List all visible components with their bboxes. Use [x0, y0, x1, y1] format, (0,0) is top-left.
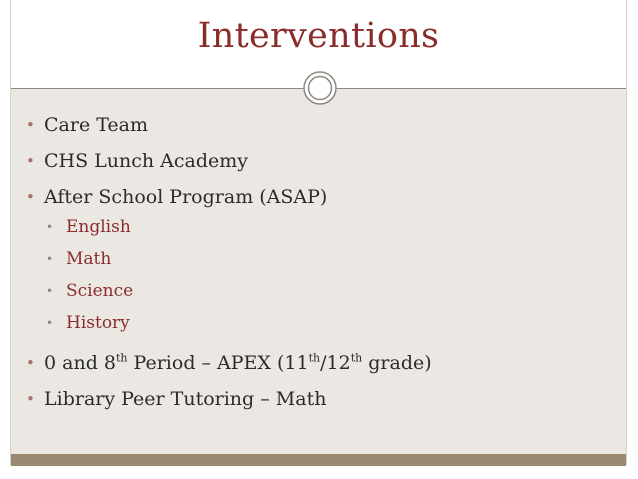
bullet-icon: • — [26, 188, 35, 206]
apex-superscript: th — [350, 351, 363, 365]
sub-item-label: History — [66, 313, 130, 333]
apex-text-part: /12 — [320, 352, 351, 374]
list-item-label: After School Program (ASAP) — [44, 186, 328, 208]
apex-text-part: grade) — [362, 352, 432, 374]
list-item-library — [24, 386, 614, 412]
apex-superscript: th — [308, 351, 321, 365]
bullet-icon: • — [26, 152, 35, 170]
sub-bullet-icon: • — [46, 284, 54, 298]
sub-item-label: English — [66, 217, 131, 237]
list-item-lunch-academy — [24, 148, 614, 174]
sub-bullet-icon: • — [46, 252, 54, 266]
sub-item-science — [24, 280, 614, 302]
circle-ornament-icon — [303, 71, 337, 105]
sub-item-label: Science — [66, 281, 134, 301]
sub-bullet-icon: • — [46, 220, 54, 234]
list-item-label: Care Team — [44, 114, 149, 136]
sub-item-english — [24, 216, 614, 238]
list-item-label — [44, 352, 432, 374]
sub-item-math — [24, 248, 614, 270]
apex-superscript: th — [115, 351, 128, 365]
bottom-bar — [11, 454, 626, 466]
list-item-label: Library Peer Tutoring – Math — [44, 388, 327, 410]
sub-item-history — [24, 312, 614, 334]
bullet-icon: • — [26, 390, 35, 408]
sub-bullet-icon: • — [46, 316, 54, 330]
slide-title: Interventions — [197, 16, 440, 56]
intervention-list — [24, 112, 614, 422]
list-item-care-team — [24, 112, 614, 138]
bullet-icon: • — [26, 116, 35, 134]
list-item-label: CHS Lunch Academy — [44, 150, 249, 172]
bullet-icon: • — [26, 354, 35, 372]
list-item-apex — [24, 350, 614, 376]
sub-item-label: Math — [66, 249, 112, 269]
apex-text-part: Period – APEX (11 — [127, 352, 309, 374]
apex-text-part: 0 and 8 — [44, 352, 116, 374]
list-item-asap — [24, 184, 614, 210]
